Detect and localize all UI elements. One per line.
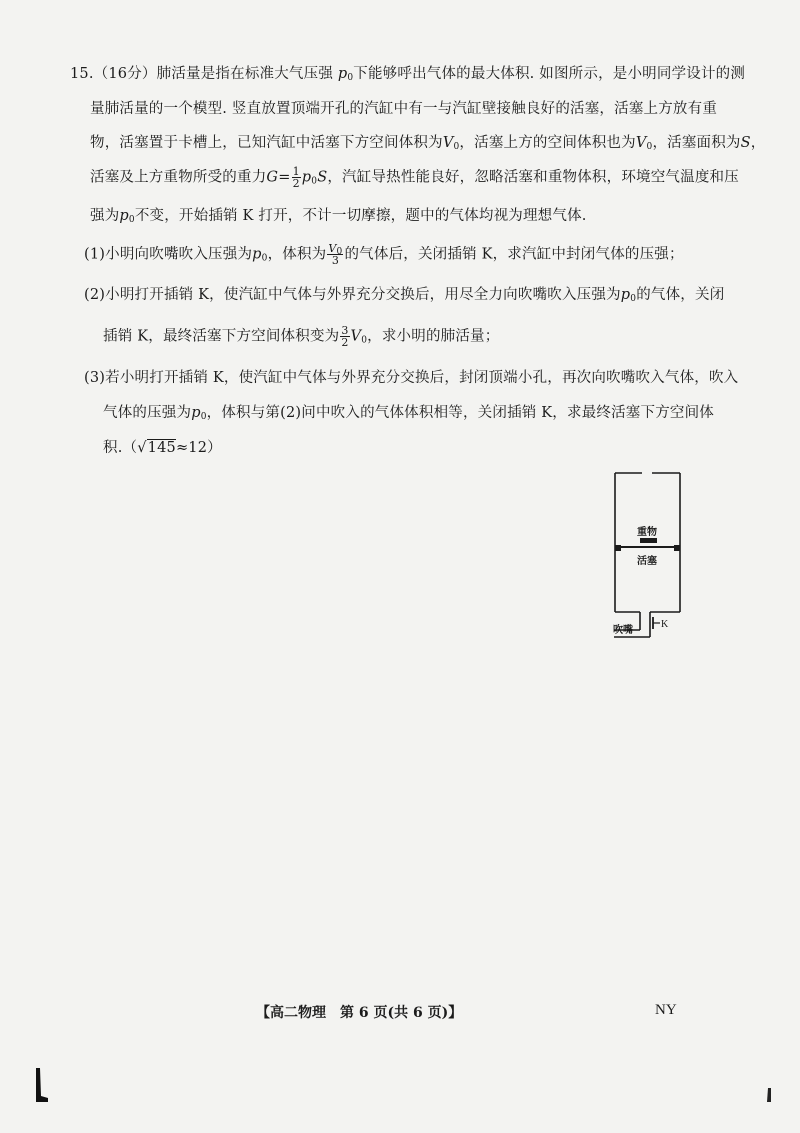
page-footer: 【高二物理 第 6 页(共 6 页)】 xyxy=(256,1005,463,1021)
question-line-4 xyxy=(90,166,739,189)
subscript-0: 0 xyxy=(361,335,368,346)
fraction-denominator: 3 xyxy=(331,254,340,267)
left-slot xyxy=(615,545,621,551)
question-line-5 xyxy=(90,206,587,226)
symbol-p: p xyxy=(191,405,201,421)
subscript-0: 0 xyxy=(646,142,653,152)
subscript-0: 0 xyxy=(200,412,207,422)
text-segment: 的气体后，关闭插销 K，求汽缸中封闭气体的压强； xyxy=(344,246,684,263)
scan-mark-right xyxy=(765,1088,773,1102)
question-line-1 xyxy=(70,64,745,84)
text-segment: ，体积与第(2)问中吹入的气体体积相等，关闭插销 K，求最终活塞下方空间体 xyxy=(206,405,715,421)
text-segment: 积.（ xyxy=(103,440,138,456)
part-1 xyxy=(84,243,684,266)
text-segment: 下能够呼出气体的最大体积. 如图所示，是小明同学设计的测 xyxy=(353,66,746,82)
cylinder-diagram xyxy=(600,465,690,655)
symbol-V: V xyxy=(635,135,647,151)
text-segment: 物，活塞置于卡槽上，已知汽缸中活塞下方空间体积为 xyxy=(90,135,443,151)
text-segment: 气体的压强为 xyxy=(103,405,192,421)
piston-label: 活塞 xyxy=(637,556,657,567)
valve-label: K xyxy=(661,619,669,630)
part-3-line-3 xyxy=(103,438,222,458)
subscript-0: 0 xyxy=(347,73,354,83)
symbol-p: p xyxy=(119,208,129,224)
symbol-p: p xyxy=(620,287,631,303)
subscript-0: 0 xyxy=(261,253,268,264)
question-number: 15. xyxy=(70,66,94,82)
scan-mark-left xyxy=(34,1068,48,1104)
text-segment: ，汽缸导热性能良好，忽略活塞和重物体积，环境空气温度和压 xyxy=(327,169,739,186)
sqrt-symbol: √ xyxy=(137,440,147,456)
symbol-p: p xyxy=(301,169,312,186)
part-3-line-2 xyxy=(103,403,714,423)
text-segment: ，求小明的肺活量； xyxy=(367,328,500,345)
fraction-one-half xyxy=(292,166,301,189)
symbol-V: V xyxy=(442,135,454,151)
text-segment: 插销 K，最终活塞下方空间体积变为 xyxy=(103,328,340,345)
right-slot xyxy=(674,545,680,551)
symbol-V: V xyxy=(328,242,337,255)
text-segment: ≈12） xyxy=(175,440,222,456)
part-3-line-1 xyxy=(84,368,738,388)
fraction-denominator: 2 xyxy=(292,177,300,190)
symbol-G: G xyxy=(266,169,279,186)
text-segment: ，体积为 xyxy=(267,246,327,263)
subscript-0: 0 xyxy=(630,294,637,304)
text-segment: 量肺活量的一个模型. 竖直放置顶端开孔的汽缸中有一与汽缸壁接触良好的活塞，活塞上方放有重 xyxy=(90,101,718,117)
subscript-0: 0 xyxy=(128,215,135,225)
text-segment: ， xyxy=(750,135,766,151)
sqrt-radicand: 145 xyxy=(147,440,176,456)
symbol-S: S xyxy=(317,169,328,186)
text-segment: 强为 xyxy=(90,208,120,224)
symbol-S: S xyxy=(740,135,751,151)
text-segment: (2)小明打开插销 K，使汽缸中气体与外界充分交换后，用尽全力向吹嘴吹入压强为 xyxy=(84,287,621,303)
subscript-0: 0 xyxy=(336,247,343,257)
text-segment: 的气体，关闭 xyxy=(636,287,725,303)
text-segment: (3)若小明打开插销 K，使汽缸中气体与外界充分交换后，封闭顶端小孔，再次向吹嘴吹入气体，吹入 xyxy=(84,370,739,386)
part-2-line-2 xyxy=(103,325,499,348)
fraction-three-halves xyxy=(340,325,349,348)
nozzle-label: 吹嘴 xyxy=(613,625,633,636)
text-segment: 不变，开始插销 K 打开，不计一切摩擦，题中的气体均视为理想气体. xyxy=(134,208,587,224)
symbol-p: p xyxy=(337,66,348,82)
question-line-3 xyxy=(90,133,765,153)
text-segment: (1)小明向吹嘴吹入压强为 xyxy=(84,246,253,263)
text-segment: 肺活量是指在标准大气压强 xyxy=(156,66,334,82)
part-2-line-1 xyxy=(84,285,724,305)
weight-block xyxy=(640,538,657,543)
question-score: （16分） xyxy=(93,66,157,82)
subscript-0: 0 xyxy=(311,176,318,187)
subscript-0: 0 xyxy=(453,142,460,152)
fraction-numerator: 1 xyxy=(292,165,300,178)
text-segment: ，活塞面积为 xyxy=(652,135,741,151)
symbol-V: V xyxy=(350,328,362,345)
fraction-v0-over-3 xyxy=(327,243,343,266)
text-segment: ，活塞上方的空间体积也为 xyxy=(459,135,636,151)
exam-code: NY xyxy=(655,1002,677,1018)
text-segment: 活塞及上方重物所受的重力 xyxy=(90,169,267,186)
symbol-equals: = xyxy=(278,169,291,186)
fraction-denominator: 2 xyxy=(341,336,349,349)
symbol-p: p xyxy=(252,246,262,263)
weight-label: 重物 xyxy=(637,527,657,538)
question-line-2 xyxy=(90,99,717,119)
fraction-numerator: 3 xyxy=(341,324,349,337)
